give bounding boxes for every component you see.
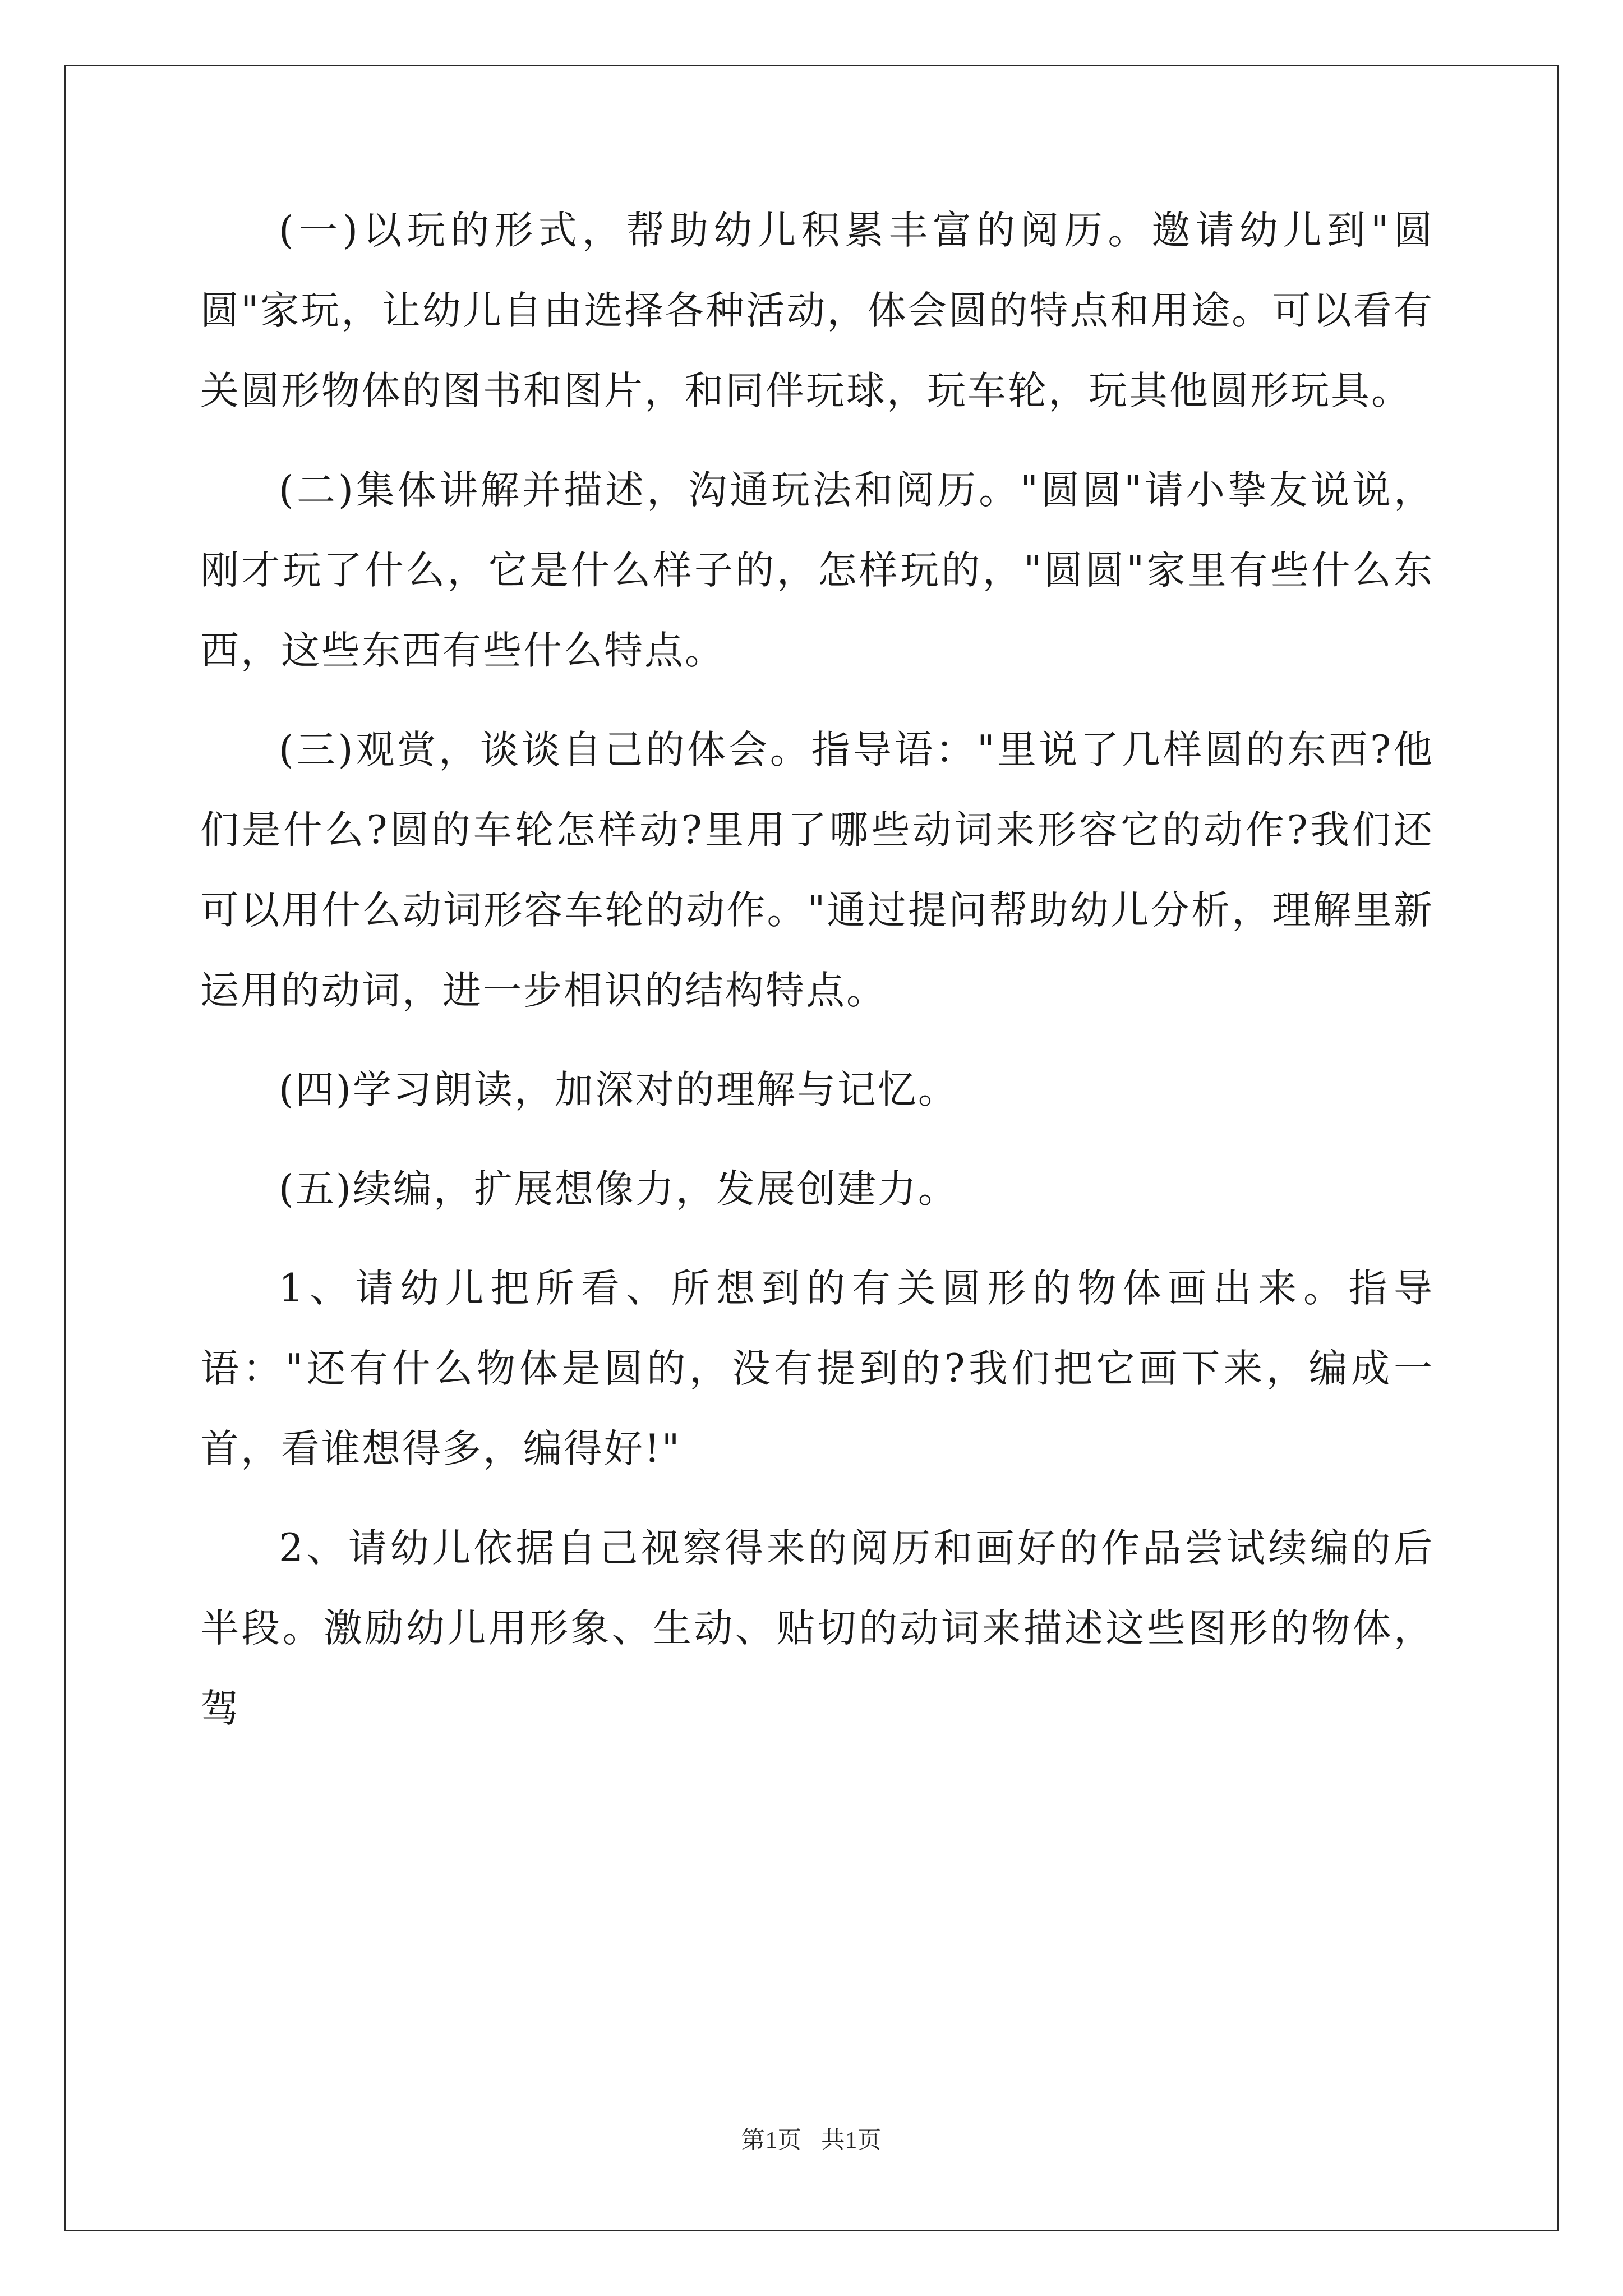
paragraph-6: 1、请幼儿把所看、所想到的有关圆形的物体画出来。指导语："还有什么物体是圆的，没有提到的?我们把它画下来，编成一首，看谁想得多，编得好!" xyxy=(200,1266,1434,1471)
paragraph-2: (二)集体讲解并描述，沟通玩法和阅历。"圆圆"请小挚友说说，刚才玩了什么，它是什么样子的，怎样玩的，"圆圆"家里有些什么东西，这些东西有些什么特点。 xyxy=(200,468,1434,673)
paragraph-3: (三)观赏，谈谈自己的体会。指导语："里说了几样圆的东西?他们是什么?圆的车轮怎样动?里用了哪些动词来形容它的动作?我们还可以用什么动词形容车轮的动作。"通过提问帮助幼儿分析，理解里新运用的动词，进一步相识的结构特点。 xyxy=(200,728,1434,1013)
page-total: 共1页 xyxy=(821,2128,882,2154)
paragraph-4: (四)学习朗读，加深对的理解与记忆。 xyxy=(279,1068,958,1112)
paragraph-7: 2、请幼儿依据自己视察得来的阅历和画好的作品尝试续编的后半段。激励幼儿用形象、生动、贴切的动词来描述这些图形的物体，驾 xyxy=(200,1526,1434,1731)
page-footer xyxy=(0,2122,1623,2155)
document-body xyxy=(200,191,1434,1768)
paragraph-5: (五)续编，扩展想像力，发展创建力。 xyxy=(279,1167,958,1212)
page-number: 第1页 xyxy=(741,2128,802,2154)
paragraph-1: (一)以玩的形式，帮助幼儿积累丰富的阅历。邀请幼儿到"圆圆"家玩，让幼儿自由选择各种活动，体会圆的特点和用途。可以看有关圆形物体的图书和图片，和同伴玩球，玩车轮，玩其他圆形玩具。 xyxy=(200,208,1434,413)
